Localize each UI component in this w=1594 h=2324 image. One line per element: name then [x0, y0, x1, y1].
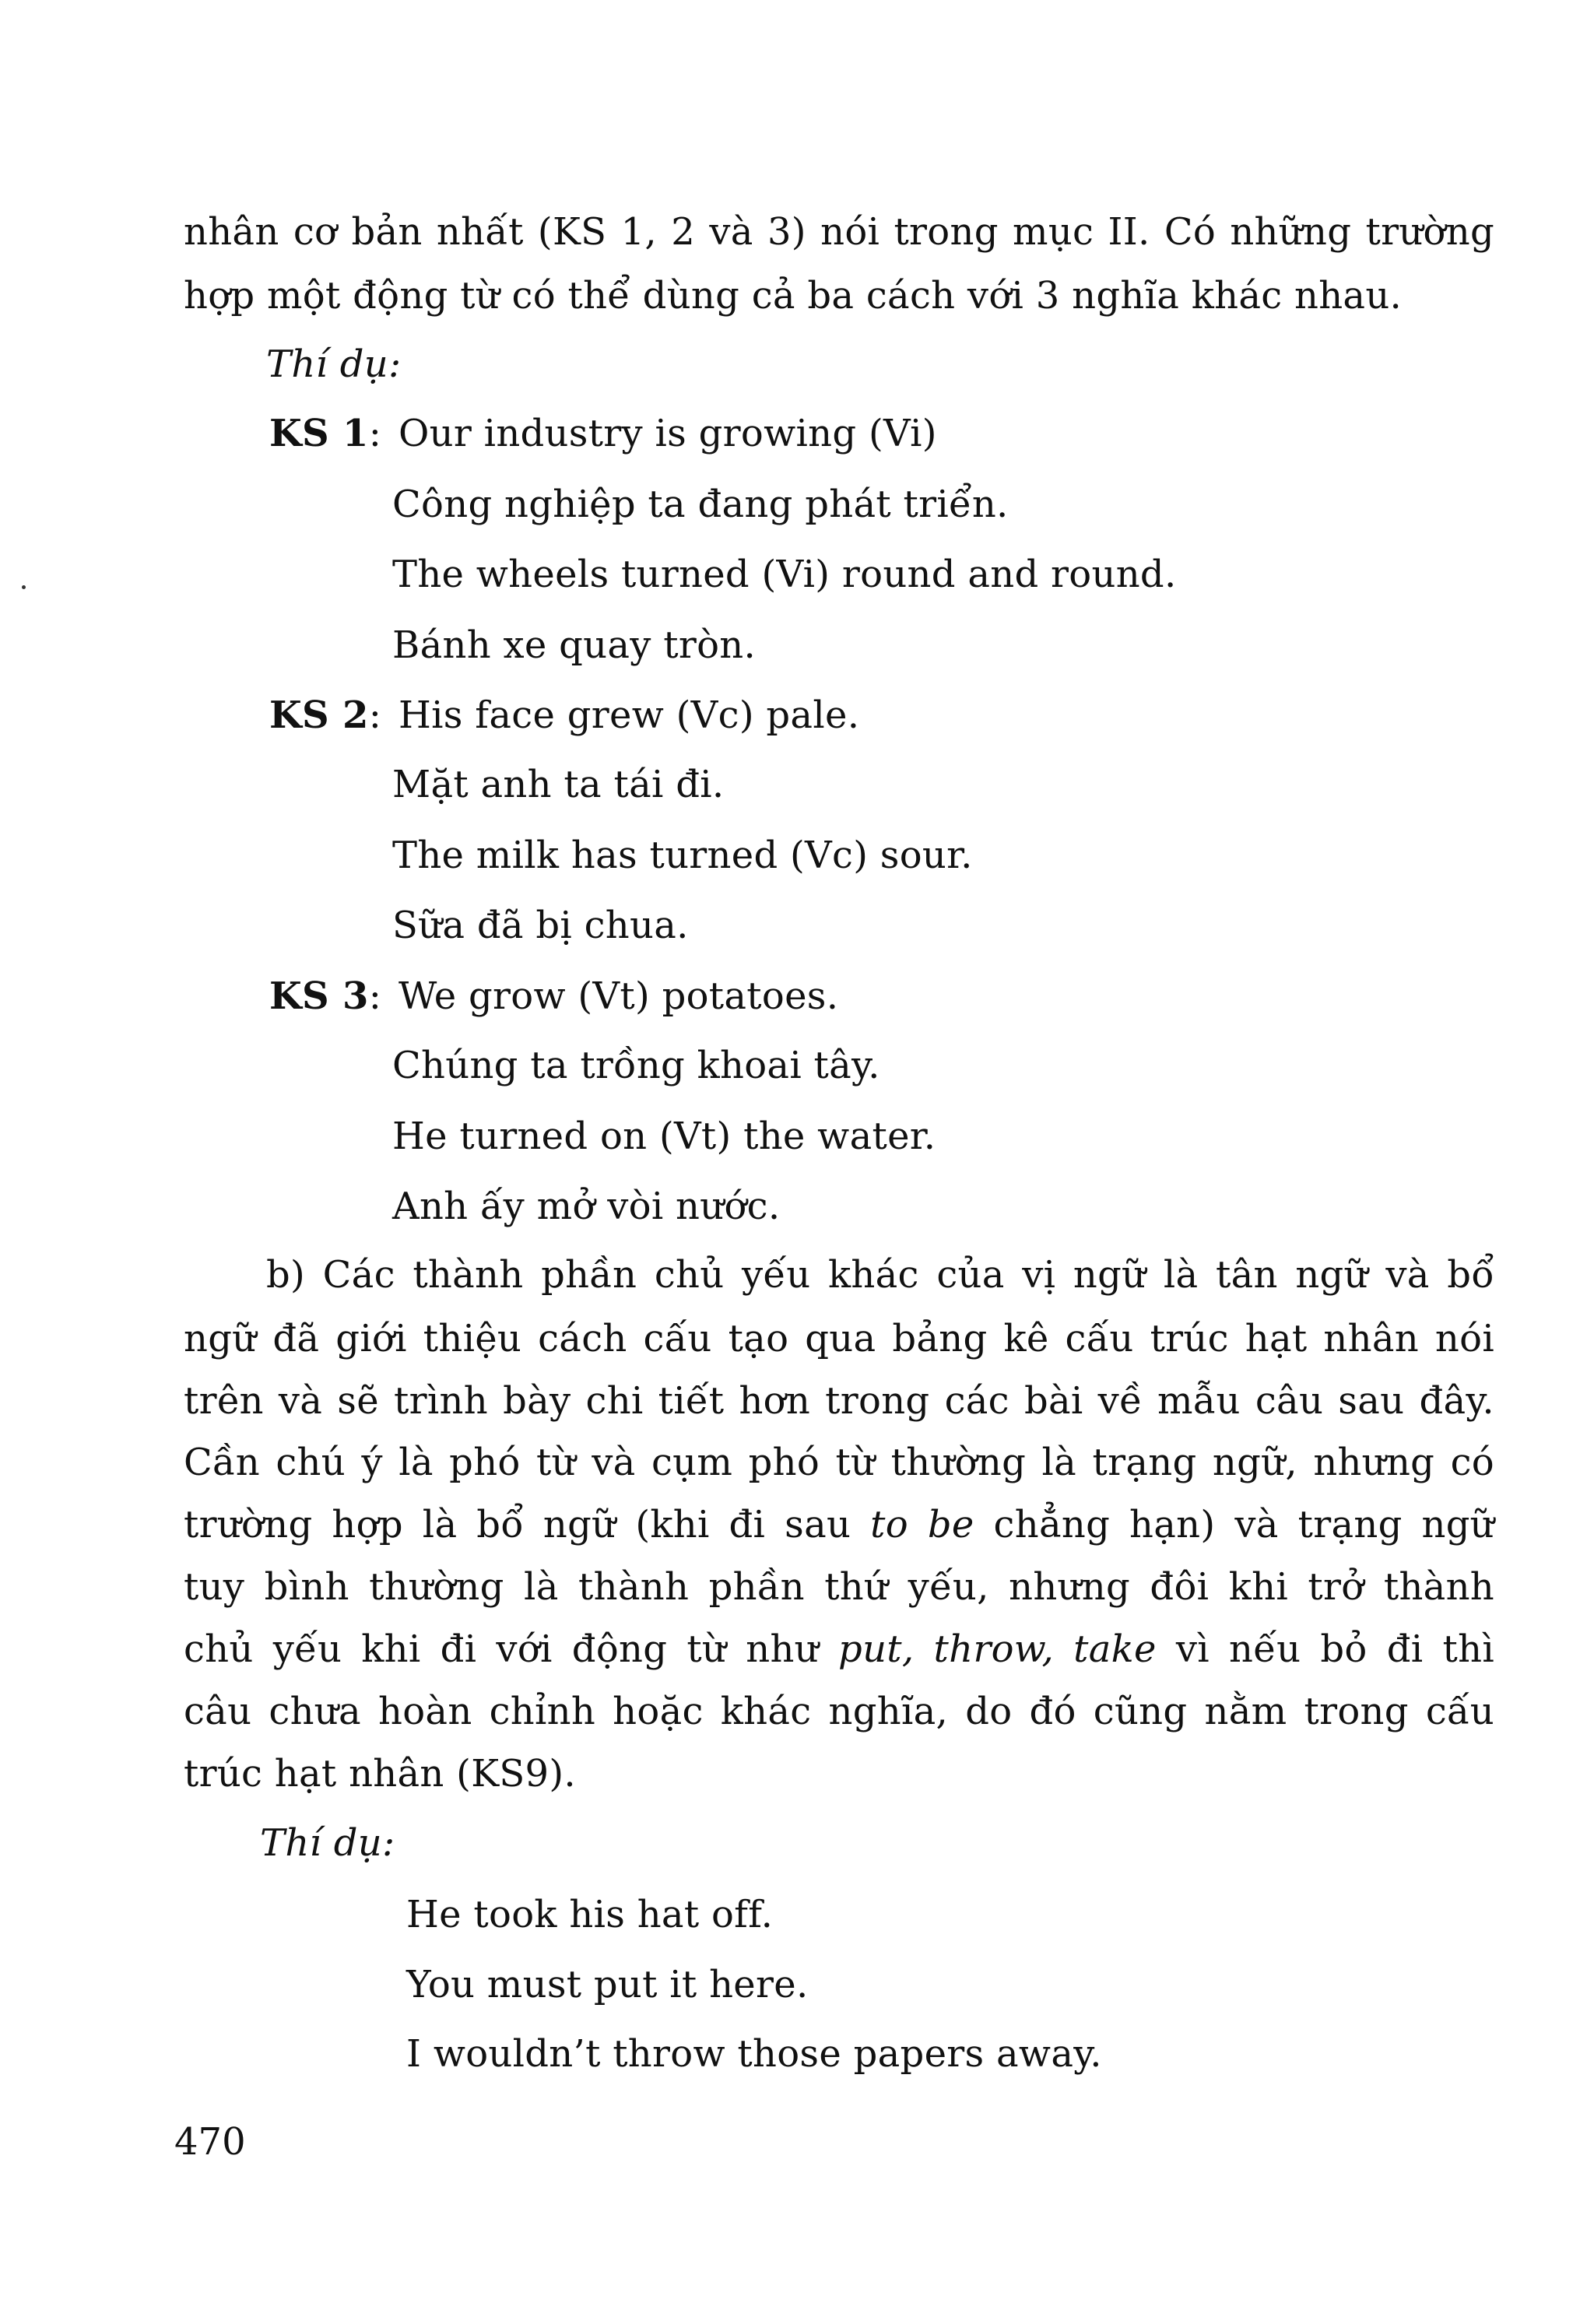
ks3-translation-2: Anh ấy mở vòi nước.	[392, 1185, 781, 1228]
para-b-line-2: ngữ đã giới thiệu cách cấu tạo qua bảng kê cấu trúc hạt nhân nói	[184, 1317, 1494, 1360]
ks1-label: KS 1	[269, 412, 369, 455]
emph-to-be: to be	[870, 1503, 974, 1546]
para-b-line-5-a: trường hợp là bổ ngữ (khi đi sau	[184, 1503, 871, 1546]
ks3-label: KS 3	[269, 974, 369, 1018]
ks2-translation-2: Sữa đã bị chua.	[392, 904, 689, 947]
ks3-translation-1: Chúng ta trồng khoai tây.	[392, 1044, 880, 1087]
para-b-line-7	[184, 1626, 1494, 1673]
ks3-sep: :	[368, 974, 382, 1018]
para-b-line-8: câu chưa hoàn chỉnh hoặc khác nghĩa, do đó cũng nằm trong cấu	[184, 1690, 1494, 1733]
ks1-translation-1: Công nghiệp ta đang phát triển.	[392, 483, 1009, 526]
ks1-example-2: The wheels turned (Vi) round and round.	[392, 553, 1177, 596]
example-2-line-2: You must put it here.	[406, 1963, 809, 2006]
ks2-example-2: The milk has turned (Vc) sour.	[392, 834, 973, 877]
para-b-line-7-a: chủ yếu khi đi với động từ như	[184, 1627, 839, 1671]
ks3-heading	[269, 973, 381, 1020]
ks2-label: KS 2	[269, 693, 369, 737]
example-label: Thí dụ:	[266, 342, 402, 386]
ks3-example-1: We grow (Vt) potatoes.	[398, 974, 839, 1018]
intro-line-1: nhân cơ bản nhất (KS 1, 2 và 3) nói trong mục II. Có những trường	[184, 210, 1494, 254]
para-b-line-5-b: chẳng hạn) và trạng ngữ	[974, 1503, 1495, 1546]
para-b-line-5	[184, 1501, 1494, 1548]
ks3-example-2: He turned on (Vt) the water.	[392, 1115, 936, 1158]
example-label-2: Thí dụ:	[260, 1821, 395, 1865]
ks1-heading	[269, 410, 381, 457]
ks2-sep: :	[368, 693, 382, 737]
ks2-example-1: His face grew (Vc) pale.	[398, 693, 860, 737]
ks1-example-1: Our industry is growing (Vi)	[398, 412, 937, 455]
page-number: 470	[174, 2120, 246, 2164]
scan-speck	[22, 585, 26, 589]
para-b-line-3: trên và sẽ trình bày chi tiết hơn trong các bài về mẫu câu sau đây.	[184, 1379, 1494, 1423]
para-b-line-9: trúc hạt nhân (KS9).	[184, 1752, 576, 1796]
emph-verbs: put, throw, take	[838, 1627, 1157, 1671]
para-b-line-6: tuy bình thường là thành phần thứ yếu, nhưng đôi khi trở thành	[184, 1565, 1494, 1609]
ks2-translation-1: Mặt anh ta tái đi.	[392, 763, 725, 806]
para-b-line-7-b: vì nếu bỏ đi thì	[1156, 1627, 1494, 1671]
para-b-line-1: b) Các thành phần chủ yếu khác của vị ngữ là tân ngữ và bổ	[266, 1253, 1494, 1297]
ks2-heading	[269, 692, 381, 739]
intro-line-2: hợp một động từ có thể dùng cả ba cách với 3 nghĩa khác nhau.	[184, 274, 1403, 318]
ks1-sep: :	[368, 412, 382, 455]
example-2-line-3: I wouldn’t throw those papers away.	[406, 2032, 1102, 2076]
para-b-line-4: Cần chú ý là phó từ và cụm phó từ thường là trạng ngữ, nhưng có	[184, 1441, 1494, 1484]
example-2-line-1: He took his hat off.	[406, 1893, 774, 1936]
ks1-translation-2: Bánh xe quay tròn.	[392, 623, 757, 667]
